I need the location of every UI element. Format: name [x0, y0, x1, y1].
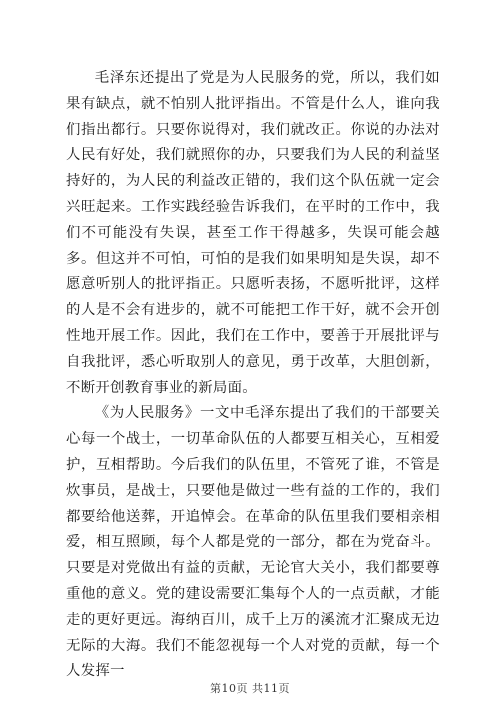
paragraph-2: 《为人民服务》一文中毛泽东提出了我们的干部要关心每一个战士，一切革命队伍的人都要互相关心，互相爱护，互相帮助。今后我们的队伍里，不管死了谁，不管是炊事员，是战士，只要他是做过一些有益的工作的，我们都要给他送葬，开追悼会。在革命的队伍里我们要相亲相爱，相互照顾，每个人都是党的一部分，都在为党奋斗。只要是对党做出有益的贡献，无论官大关小，我们都要尊重他的意义。党的建设需要汇集每个人的一点贡献，才能走的更好更远。海纳百川，成千上万的溪流才汇聚成无边无际的大海。我们不能忽视每一个人对党的贡献，每一个人发挥一 — [66, 405, 440, 680]
document-body — [66, 66, 440, 685]
page-footer: 第10页 共11页 — [210, 682, 290, 695]
paragraph-1: 毛泽东还提出了党是为人民服务的党，所以，我们如果有缺点，就不怕别人批评指出。不管是什么人，谁向我们指出都行。只要你说得对，我们就改正。你说的办法对人民有好处，我们就照你的办，只要我们为人民的利益坚持好的，为人民的利益改正错的，我们这个队伍就一定会兴旺起来。工作实践经验告诉我们，在平时的工作中，我们不可能没有失误，甚至工作干得越多，失误可能会越多。但这并不可怕，可怕的是我们如果明知是失误，却不愿意听别人的批评指正。只愿听表扬，不愿听批评，这样的人是不会有进步的，就不可能把工作干好，就不会开创性地开展工作。因此，我们在工作中，要善于开展批评与自我批评，悉心听取别人的意见，勇于改革，大胆创新，不断开创教育事业的新局面。 — [66, 70, 440, 396]
